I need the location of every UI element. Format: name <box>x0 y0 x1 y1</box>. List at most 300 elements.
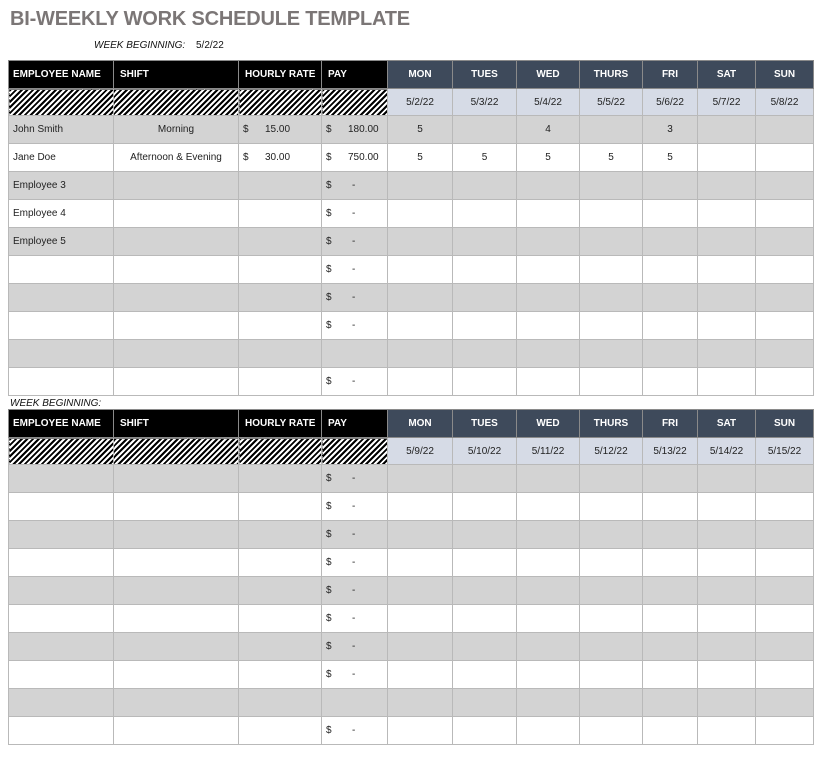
employee-name-cell[interactable] <box>9 465 114 493</box>
day-hours-cell[interactable] <box>698 493 756 521</box>
shift-cell[interactable] <box>114 633 239 661</box>
day-hours-cell[interactable] <box>756 228 814 256</box>
day-hours-cell[interactable] <box>388 717 453 745</box>
date-cell[interactable]: 5/15/22 <box>756 438 814 465</box>
day-hours-cell[interactable] <box>756 200 814 228</box>
hatched-cell <box>322 438 388 465</box>
hourly-rate-cell[interactable] <box>239 312 322 340</box>
day-hours-cell[interactable] <box>517 200 580 228</box>
day-hours-cell[interactable] <box>643 605 698 633</box>
day-hours-cell[interactable] <box>580 577 643 605</box>
day-hours-cell[interactable]: 5 <box>580 144 643 172</box>
hourly-rate-cell[interactable] <box>239 256 322 284</box>
day-hours-cell[interactable] <box>388 521 453 549</box>
day-hours-cell[interactable] <box>517 661 580 689</box>
day-hours-cell[interactable] <box>517 689 580 717</box>
day-hours-cell[interactable] <box>453 577 517 605</box>
day-hours-cell[interactable] <box>698 284 756 312</box>
day-hours-cell[interactable] <box>517 368 580 396</box>
employee-name-cell[interactable] <box>9 284 114 312</box>
day-hours-cell[interactable] <box>388 493 453 521</box>
day-hours-cell[interactable]: 5 <box>453 144 517 172</box>
employee-name-cell[interactable] <box>9 493 114 521</box>
day-hours-cell[interactable] <box>643 228 698 256</box>
day-hours-cell[interactable] <box>580 689 643 717</box>
hourly-rate-cell[interactable] <box>239 144 322 172</box>
day-hours-cell[interactable] <box>580 116 643 144</box>
day-hours-cell[interactable] <box>756 256 814 284</box>
day-header: MON <box>388 61 453 89</box>
employee-name-cell[interactable] <box>9 521 114 549</box>
pay-cell <box>322 689 388 717</box>
pay-cell <box>322 312 388 340</box>
shift-cell[interactable] <box>114 340 239 368</box>
table-row <box>9 717 814 745</box>
day-hours-cell[interactable] <box>517 256 580 284</box>
shift-header: SHIFT <box>114 410 239 438</box>
day-hours-cell[interactable] <box>698 172 756 200</box>
day-hours-cell[interactable] <box>643 577 698 605</box>
employee-name-cell[interactable]: Employee 5 <box>9 228 114 256</box>
day-hours-cell[interactable] <box>756 661 814 689</box>
day-hours-cell[interactable] <box>580 228 643 256</box>
day-hours-cell[interactable] <box>580 661 643 689</box>
table-row <box>9 284 814 312</box>
day-header: THURS <box>580 410 643 438</box>
day-hours-cell[interactable] <box>698 689 756 717</box>
hourly-rate-cell[interactable] <box>239 549 322 577</box>
shift-cell[interactable] <box>114 465 239 493</box>
day-hours-cell[interactable] <box>388 340 453 368</box>
header-row <box>9 410 814 438</box>
table-row <box>9 661 814 689</box>
shift-cell[interactable] <box>114 577 239 605</box>
week1-schedule-table <box>8 60 814 396</box>
pay-value: 750.00 <box>348 152 379 163</box>
date-cell[interactable]: 5/13/22 <box>643 438 698 465</box>
currency-symbol: $ <box>326 264 332 275</box>
day-hours-cell[interactable] <box>756 116 814 144</box>
day-hours-cell[interactable] <box>756 633 814 661</box>
date-cell[interactable]: 5/8/22 <box>756 89 814 116</box>
day-hours-cell[interactable] <box>756 577 814 605</box>
shift-cell[interactable] <box>114 717 239 745</box>
day-hours-cell[interactable] <box>580 549 643 577</box>
day-hours-cell[interactable] <box>580 368 643 396</box>
day-hours-cell[interactable] <box>698 717 756 745</box>
day-hours-cell[interactable] <box>388 577 453 605</box>
day-hours-cell[interactable] <box>698 521 756 549</box>
table-row <box>9 116 814 144</box>
employee-name-cell[interactable] <box>9 256 114 284</box>
shift-cell[interactable] <box>114 284 239 312</box>
day-hours-cell[interactable] <box>453 200 517 228</box>
day-hours-cell[interactable] <box>698 228 756 256</box>
day-hours-cell[interactable] <box>580 200 643 228</box>
day-hours-cell[interactable] <box>756 689 814 717</box>
hourly-rate-cell[interactable] <box>239 605 322 633</box>
date-cell[interactable]: 5/4/22 <box>517 89 580 116</box>
page-title: BI-WEEKLY WORK SCHEDULE TEMPLATE <box>10 8 410 30</box>
pay-cell <box>322 228 388 256</box>
day-hours-cell[interactable] <box>643 312 698 340</box>
day-hours-cell[interactable] <box>517 465 580 493</box>
currency-symbol: $ <box>326 124 332 135</box>
currency-symbol: $ <box>326 529 332 540</box>
date-cell[interactable]: 5/12/22 <box>580 438 643 465</box>
shift-cell[interactable] <box>114 689 239 717</box>
hatched-cell <box>9 438 114 465</box>
pay-value: - <box>352 320 356 331</box>
hourly-rate-cell[interactable] <box>239 577 322 605</box>
hourly-rate-cell[interactable] <box>239 116 322 144</box>
employee-name-cell[interactable] <box>9 340 114 368</box>
hourly-rate-cell[interactable] <box>239 228 322 256</box>
day-hours-cell[interactable] <box>698 605 756 633</box>
currency-symbol: $ <box>326 320 332 331</box>
shift-cell[interactable] <box>114 368 239 396</box>
day-hours-cell[interactable] <box>580 493 643 521</box>
day-hours-cell[interactable] <box>517 521 580 549</box>
day-hours-cell[interactable] <box>453 605 517 633</box>
header-row <box>9 61 814 89</box>
day-hours-cell[interactable] <box>453 116 517 144</box>
employee-name-cell[interactable] <box>9 689 114 717</box>
day-header: SUN <box>756 410 814 438</box>
shift-header: SHIFT <box>114 61 239 89</box>
day-hours-cell[interactable] <box>698 368 756 396</box>
day-hours-cell[interactable] <box>643 256 698 284</box>
pay-value: - <box>352 641 356 652</box>
day-hours-cell[interactable] <box>580 312 643 340</box>
day-hours-cell[interactable] <box>388 200 453 228</box>
pay-value: - <box>352 376 356 387</box>
pay-cell <box>322 256 388 284</box>
employee-name-cell[interactable]: John Smith <box>9 116 114 144</box>
hatched-cell <box>239 89 322 116</box>
day-hours-cell[interactable] <box>643 368 698 396</box>
day-hours-cell[interactable] <box>517 312 580 340</box>
day-hours-cell[interactable] <box>517 284 580 312</box>
currency-symbol: $ <box>326 613 332 624</box>
day-hours-cell[interactable] <box>580 340 643 368</box>
day-hours-cell[interactable] <box>580 521 643 549</box>
day-hours-cell[interactable] <box>756 172 814 200</box>
currency-symbol: $ <box>326 208 332 219</box>
day-hours-cell[interactable] <box>517 493 580 521</box>
day-hours-cell[interactable] <box>453 633 517 661</box>
date-cell[interactable]: 5/11/22 <box>517 438 580 465</box>
hourly-rate-cell[interactable] <box>239 661 322 689</box>
day-hours-cell[interactable] <box>453 465 517 493</box>
date-cell[interactable]: 5/10/22 <box>453 438 517 465</box>
pay-cell <box>322 717 388 745</box>
hourly-rate-cell[interactable] <box>239 633 322 661</box>
day-hours-cell[interactable] <box>580 717 643 745</box>
currency-symbol: $ <box>326 585 332 596</box>
shift-cell[interactable]: Morning <box>114 116 239 144</box>
shift-cell[interactable] <box>114 605 239 633</box>
day-hours-cell[interactable] <box>643 689 698 717</box>
day-hours-cell[interactable] <box>756 521 814 549</box>
day-hours-cell[interactable] <box>698 116 756 144</box>
currency-symbol: $ <box>326 669 332 680</box>
day-hours-cell[interactable] <box>388 661 453 689</box>
day-header: WED <box>517 61 580 89</box>
pay-cell <box>322 144 388 172</box>
day-hours-cell[interactable] <box>517 577 580 605</box>
week2-body <box>9 410 814 745</box>
day-hours-cell[interactable] <box>580 633 643 661</box>
day-hours-cell[interactable] <box>388 633 453 661</box>
table-row <box>9 633 814 661</box>
employee-name-cell[interactable] <box>9 577 114 605</box>
day-hours-cell[interactable]: 5 <box>643 144 698 172</box>
table-row <box>9 368 814 396</box>
day-hours-cell[interactable] <box>698 577 756 605</box>
table-row <box>9 605 814 633</box>
day-hours-cell[interactable] <box>698 549 756 577</box>
day-hours-cell[interactable] <box>453 312 517 340</box>
table-row <box>9 493 814 521</box>
shift-cell[interactable] <box>114 312 239 340</box>
table-row <box>9 577 814 605</box>
date-cell[interactable]: 5/14/22 <box>698 438 756 465</box>
hatched-cell <box>239 438 322 465</box>
shift-cell[interactable] <box>114 228 239 256</box>
day-hours-cell[interactable] <box>453 284 517 312</box>
date-cell[interactable]: 5/5/22 <box>580 89 643 116</box>
day-hours-cell[interactable] <box>517 717 580 745</box>
day-hours-cell[interactable] <box>453 228 517 256</box>
table-row <box>9 144 814 172</box>
day-hours-cell[interactable] <box>643 284 698 312</box>
table-row <box>9 228 814 256</box>
pay-value: - <box>352 585 356 596</box>
day-hours-cell[interactable] <box>643 465 698 493</box>
date-cell[interactable]: 5/9/22 <box>388 438 453 465</box>
day-hours-cell[interactable] <box>756 549 814 577</box>
day-hours-cell[interactable] <box>698 256 756 284</box>
day-hours-cell[interactable] <box>643 493 698 521</box>
employee-name-cell[interactable] <box>9 312 114 340</box>
day-hours-cell[interactable] <box>388 549 453 577</box>
employee-name-cell[interactable] <box>9 549 114 577</box>
day-hours-cell[interactable] <box>453 493 517 521</box>
pay-value: - <box>352 236 356 247</box>
date-cell[interactable]: 5/7/22 <box>698 89 756 116</box>
day-hours-cell[interactable] <box>580 172 643 200</box>
pay-cell <box>322 465 388 493</box>
day-hours-cell[interactable] <box>756 340 814 368</box>
employee-name-cell[interactable] <box>9 605 114 633</box>
day-hours-cell[interactable] <box>643 633 698 661</box>
day-hours-cell[interactable] <box>698 144 756 172</box>
day-hours-cell[interactable] <box>580 465 643 493</box>
day-header: THURS <box>580 61 643 89</box>
day-header: SAT <box>698 410 756 438</box>
employee-name-cell[interactable]: Employee 4 <box>9 200 114 228</box>
pay-value: - <box>352 613 356 624</box>
pay-cell <box>322 340 388 368</box>
currency-symbol: $ <box>326 152 332 163</box>
pay-cell <box>322 633 388 661</box>
day-hours-cell[interactable] <box>388 312 453 340</box>
day-hours-cell[interactable]: 5 <box>517 144 580 172</box>
hourly-rate-cell[interactable] <box>239 521 322 549</box>
day-hours-cell[interactable] <box>643 661 698 689</box>
week1-body <box>9 61 814 396</box>
shift-cell[interactable] <box>114 549 239 577</box>
pay-value: - <box>352 501 356 512</box>
employee-name-cell[interactable] <box>9 368 114 396</box>
day-hours-cell[interactable] <box>698 340 756 368</box>
hourly-rate-cell[interactable] <box>239 493 322 521</box>
day-hours-cell[interactable] <box>388 256 453 284</box>
hourly-rate-value: 15.00 <box>265 124 291 135</box>
employee-name-cell[interactable] <box>9 717 114 745</box>
hourly-rate-cell[interactable] <box>239 368 322 396</box>
employee-name-cell[interactable]: Jane Doe <box>9 144 114 172</box>
day-hours-cell[interactable] <box>453 717 517 745</box>
shift-cell[interactable] <box>114 521 239 549</box>
day-header: SUN <box>756 61 814 89</box>
day-hours-cell[interactable] <box>580 605 643 633</box>
day-header: SAT <box>698 61 756 89</box>
hourly-rate-cell[interactable] <box>239 200 322 228</box>
day-hours-cell[interactable] <box>698 200 756 228</box>
day-hours-cell[interactable] <box>388 284 453 312</box>
day-hours-cell[interactable] <box>453 340 517 368</box>
day-hours-cell[interactable] <box>643 172 698 200</box>
day-hours-cell[interactable] <box>517 633 580 661</box>
pay-value: - <box>352 208 356 219</box>
hourly-rate-cell[interactable] <box>239 689 322 717</box>
day-hours-cell[interactable] <box>388 605 453 633</box>
employee-name-cell[interactable]: Employee 3 <box>9 172 114 200</box>
day-hours-cell[interactable]: 3 <box>643 116 698 144</box>
day-hours-cell[interactable] <box>388 368 453 396</box>
dates-row <box>9 438 814 465</box>
table-row <box>9 312 814 340</box>
day-hours-cell[interactable] <box>453 549 517 577</box>
day-hours-cell[interactable] <box>453 256 517 284</box>
date-cell[interactable]: 5/6/22 <box>643 89 698 116</box>
day-hours-cell[interactable]: 5 <box>388 144 453 172</box>
day-hours-cell[interactable] <box>453 521 517 549</box>
day-hours-cell[interactable] <box>517 549 580 577</box>
day-hours-cell[interactable] <box>580 256 643 284</box>
date-cell[interactable]: 5/3/22 <box>453 89 517 116</box>
day-hours-cell[interactable] <box>517 340 580 368</box>
day-hours-cell[interactable]: 4 <box>517 116 580 144</box>
day-hours-cell[interactable] <box>453 172 517 200</box>
pay-value: - <box>352 180 356 191</box>
day-hours-cell[interactable] <box>643 521 698 549</box>
day-hours-cell[interactable] <box>698 465 756 493</box>
day-hours-cell[interactable] <box>453 661 517 689</box>
day-hours-cell[interactable] <box>388 689 453 717</box>
day-hours-cell[interactable] <box>388 172 453 200</box>
shift-cell[interactable]: Afternoon & Evening <box>114 144 239 172</box>
pay-cell <box>322 493 388 521</box>
day-hours-cell[interactable] <box>388 228 453 256</box>
pay-cell <box>322 116 388 144</box>
day-hours-cell[interactable] <box>698 661 756 689</box>
shift-cell[interactable] <box>114 661 239 689</box>
day-hours-cell[interactable] <box>698 633 756 661</box>
day-hours-cell[interactable] <box>756 493 814 521</box>
hourly-rate-cell[interactable] <box>239 340 322 368</box>
day-hours-cell[interactable] <box>643 717 698 745</box>
week1-beginning-value[interactable]: 5/2/22 <box>196 40 224 51</box>
day-hours-cell[interactable] <box>388 465 453 493</box>
hourly-rate-cell[interactable] <box>239 284 322 312</box>
day-hours-cell[interactable] <box>517 228 580 256</box>
pay-cell <box>322 200 388 228</box>
shift-cell[interactable] <box>114 256 239 284</box>
employee-name-cell[interactable] <box>9 661 114 689</box>
shift-cell[interactable] <box>114 493 239 521</box>
day-hours-cell[interactable]: 5 <box>388 116 453 144</box>
pay-value: - <box>352 292 356 303</box>
date-cell[interactable]: 5/2/22 <box>388 89 453 116</box>
day-hours-cell[interactable] <box>643 340 698 368</box>
day-header: WED <box>517 410 580 438</box>
pay-cell <box>322 368 388 396</box>
day-hours-cell[interactable] <box>756 717 814 745</box>
shift-cell[interactable] <box>114 200 239 228</box>
pay-cell <box>322 549 388 577</box>
pay-cell <box>322 284 388 312</box>
shift-cell[interactable] <box>114 172 239 200</box>
pay-cell <box>322 605 388 633</box>
pay-cell <box>322 661 388 689</box>
currency-symbol: $ <box>326 180 332 191</box>
hatched-cell <box>114 89 239 116</box>
day-hours-cell[interactable] <box>453 368 517 396</box>
hourly-rate-cell[interactable] <box>239 465 322 493</box>
pay-value: - <box>352 557 356 568</box>
pay-value: - <box>352 264 356 275</box>
day-header: MON <box>388 410 453 438</box>
employee-name-cell[interactable] <box>9 633 114 661</box>
table-row <box>9 256 814 284</box>
day-hours-cell[interactable] <box>756 368 814 396</box>
hourly-rate-cell[interactable] <box>239 172 322 200</box>
day-header: TUES <box>453 61 517 89</box>
day-hours-cell[interactable] <box>756 284 814 312</box>
day-hours-cell[interactable] <box>517 172 580 200</box>
day-hours-cell[interactable] <box>453 689 517 717</box>
dates-row <box>9 89 814 116</box>
day-hours-cell[interactable] <box>698 312 756 340</box>
currency-symbol: $ <box>326 473 332 484</box>
currency-symbol: $ <box>326 376 332 387</box>
day-hours-cell[interactable] <box>643 200 698 228</box>
hourly-rate-cell[interactable] <box>239 717 322 745</box>
day-hours-cell[interactable] <box>580 284 643 312</box>
day-hours-cell[interactable] <box>643 549 698 577</box>
day-hours-cell[interactable] <box>756 465 814 493</box>
day-hours-cell[interactable] <box>517 605 580 633</box>
day-hours-cell[interactable] <box>756 144 814 172</box>
day-hours-cell[interactable] <box>756 605 814 633</box>
pay-value: - <box>352 725 356 736</box>
hourly-rate-value: 30.00 <box>265 152 291 163</box>
currency-symbol: $ <box>326 292 332 303</box>
day-hours-cell[interactable] <box>756 312 814 340</box>
